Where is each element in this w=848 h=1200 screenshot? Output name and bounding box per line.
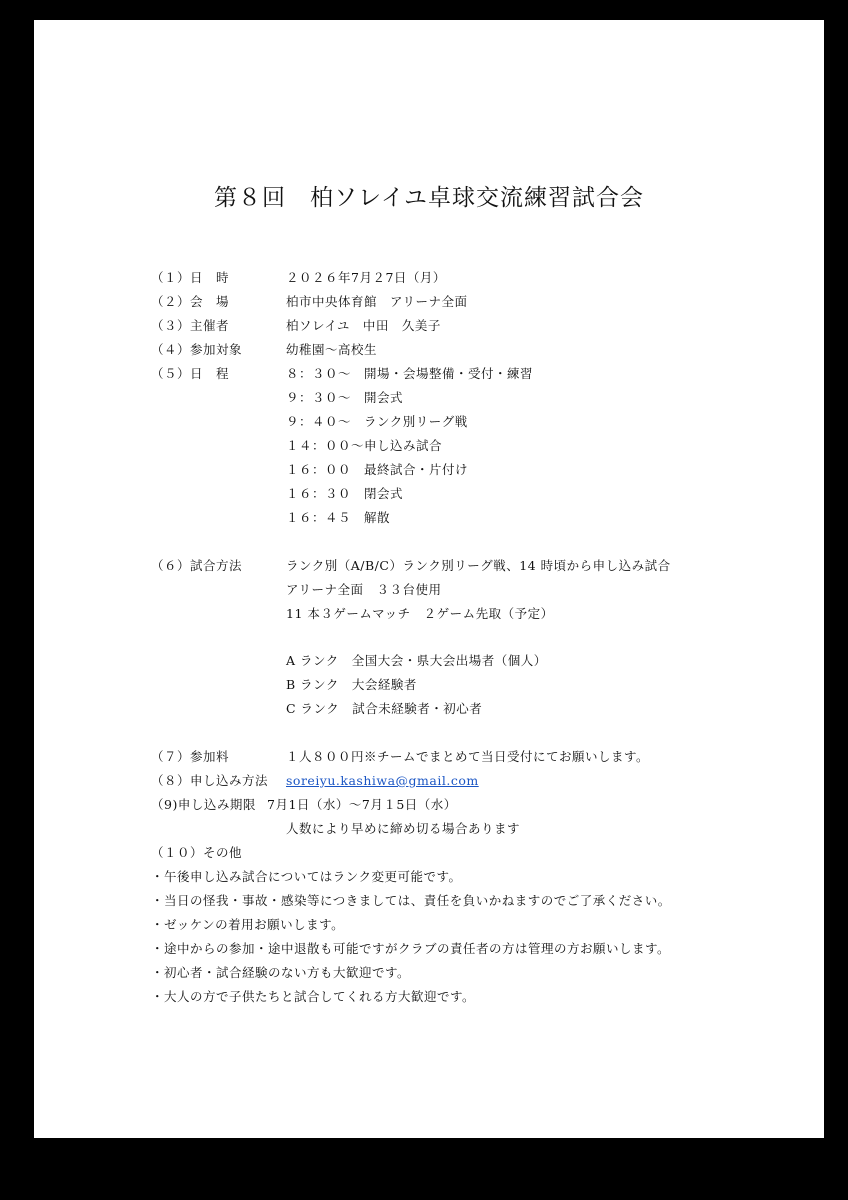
deadline-label: （9)申し込み期限 bbox=[151, 797, 256, 812]
schedule-label: （５）日 程 bbox=[151, 366, 230, 381]
schedule-entry: １４：００～申し込み試合 bbox=[286, 438, 443, 453]
target-label: （４）参加対象 bbox=[151, 342, 243, 357]
schedule-entry: ９：３０～ 開会式 bbox=[286, 390, 404, 405]
format-label: （６）試合方法 bbox=[151, 558, 243, 573]
schedule-entry: １６：００ 最終試合・片付け bbox=[286, 462, 469, 477]
apply-email-link[interactable]: soreiyu.kashiwa@gmail.com bbox=[286, 773, 479, 788]
rank-line: B ランク 大会経験者 bbox=[286, 677, 417, 692]
other-note: ・ゼッケンの着用お願いします。 bbox=[151, 917, 345, 932]
schedule-entry: １６：３０ 閉会式 bbox=[286, 486, 404, 501]
other-note: ・午後申し込み試合についてはランク変更可能です。 bbox=[151, 869, 462, 884]
datetime-value: ２０２６年7月２7日（月） bbox=[286, 270, 446, 285]
venue-value: 柏市中央体育館 アリーナ全面 bbox=[286, 294, 468, 309]
format-line: ランク別（A/B/C）ランク別リーグ戦、14 時頃から申し込み試合 bbox=[286, 558, 671, 573]
document-title: 第８回 柏ソレイユ卓球交流練習試合会 bbox=[214, 185, 644, 211]
fee-label: （７）参加料 bbox=[151, 749, 230, 764]
format-line: 11 本３ゲームマッチ ２ゲーム先取（予定） bbox=[286, 606, 554, 621]
schedule-entry: １６：４５ 解散 bbox=[286, 510, 391, 525]
schedule-entry: ９：４０～ ランク別リーグ戦 bbox=[286, 414, 468, 429]
target-value: 幼稚園～高校生 bbox=[286, 342, 378, 357]
schedule-entry: ８：３０～ 開場・会場整備・受付・練習 bbox=[286, 366, 534, 381]
rank-line: A ランク 全国大会・県大会出場者（個人） bbox=[286, 653, 547, 668]
apply-label: （８）申し込み方法 bbox=[151, 773, 269, 788]
format-line: アリーナ全面 ３３台使用 bbox=[286, 582, 442, 597]
other-label: （１０）その他 bbox=[151, 845, 243, 860]
deadline-value: 7月1日（水）～7月１5日（水） bbox=[267, 797, 457, 812]
other-note: ・当日の怪我・事故・感染等につきましては、責任を負いかねますのでご了承ください。 bbox=[151, 893, 671, 908]
document-page bbox=[34, 20, 824, 1138]
other-note: ・大人の方で子供たちと試合してくれる方大歓迎です。 bbox=[151, 989, 476, 1004]
fee-value: １人８００円※チームでまとめて当日受付にてお願いします。 bbox=[286, 749, 650, 764]
datetime-label: （１）日 時 bbox=[151, 270, 230, 285]
organizer-value: 柏ソレイユ 中田 久美子 bbox=[286, 318, 441, 333]
organizer-label: （３）主催者 bbox=[151, 318, 230, 333]
deadline-note: 人数により早めに締め切る場合あります bbox=[286, 821, 521, 836]
rank-line: C ランク 試合未経験者・初心者 bbox=[286, 701, 483, 716]
venue-label: （２）会 場 bbox=[151, 294, 230, 309]
other-note: ・途中からの参加・途中退散も可能ですがクラブの責任者の方は管理の方お願いします。 bbox=[151, 941, 671, 956]
other-note: ・初心者・試合経験のない方も大歓迎です。 bbox=[151, 965, 411, 980]
